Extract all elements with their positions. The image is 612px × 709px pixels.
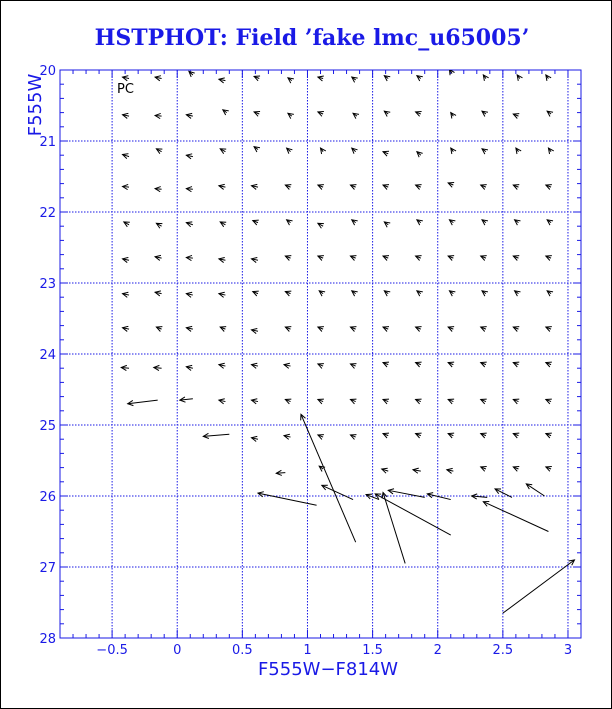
arrow [186, 365, 193, 370]
arrow [318, 327, 324, 332]
y-tick-label: 22 [39, 206, 56, 221]
arrow [383, 256, 389, 261]
arrow [546, 467, 552, 472]
arrow [321, 148, 326, 154]
arrow [451, 113, 456, 119]
arrow [481, 467, 487, 472]
arrow [155, 291, 162, 296]
arrow [186, 113, 193, 118]
arrow [254, 76, 260, 81]
arrow [220, 327, 226, 332]
arrow [481, 362, 487, 367]
x-tick-label: 0.5 [232, 643, 253, 658]
arrow [155, 113, 162, 118]
arrow [448, 399, 454, 404]
arrow [546, 362, 552, 367]
arrow [517, 75, 522, 81]
arrow [417, 291, 423, 296]
x-tick-label: 3 [563, 643, 573, 658]
arrow [481, 433, 487, 438]
arrow [352, 148, 358, 154]
arrow [482, 220, 488, 225]
y-tick-label: 21 [39, 135, 56, 150]
y-tick-label: 26 [39, 490, 56, 505]
y-tick-label: 28 [39, 632, 56, 647]
arrow [513, 114, 519, 119]
arrow [254, 112, 260, 117]
arrow [483, 75, 488, 81]
arrow [383, 185, 389, 190]
arrow [287, 220, 293, 225]
arrow [516, 148, 521, 154]
arrow [513, 362, 519, 367]
arrow [481, 327, 487, 332]
arrow-shaft [483, 502, 548, 532]
y-axis-label: F555W [25, 73, 46, 137]
arrow [186, 292, 193, 297]
arrow [318, 399, 324, 404]
arrow [285, 291, 291, 296]
arrow [155, 187, 162, 192]
arrow-shaft [495, 489, 512, 498]
arrow [416, 185, 422, 190]
arrow [448, 433, 454, 438]
arrow [448, 327, 454, 332]
arrow [416, 327, 422, 332]
y-tick-label: 20 [39, 64, 56, 79]
arrow [156, 327, 162, 332]
x-tick-labels [96, 643, 572, 658]
arrow [546, 256, 552, 261]
arrow [513, 399, 519, 404]
arrow [219, 78, 226, 83]
y-tick-label: 23 [39, 277, 56, 292]
arrow [413, 468, 421, 473]
arrow [350, 435, 356, 440]
arrow [318, 185, 324, 190]
arrow [350, 327, 356, 332]
arrow [253, 220, 259, 225]
arrow-shaft [526, 484, 544, 496]
arrow [253, 291, 259, 296]
arrow [384, 76, 390, 81]
arrow [417, 76, 423, 81]
arrow [318, 256, 324, 261]
grid-lines [60, 70, 581, 638]
arrow [546, 327, 552, 332]
arrow [287, 148, 293, 154]
arrow [547, 220, 553, 225]
y-tick-label: 25 [39, 419, 56, 434]
arrow [481, 256, 487, 261]
arrow [288, 113, 294, 118]
arrow [220, 149, 226, 154]
arrow [186, 326, 193, 331]
arrow [513, 185, 519, 190]
arrow [416, 433, 422, 438]
arrow [482, 291, 488, 296]
arrow-shaft [375, 494, 451, 535]
arrow [383, 151, 389, 156]
x-tick-label: 2.5 [492, 643, 514, 658]
arrow [123, 257, 130, 262]
arrow [416, 399, 422, 404]
arrow-shaft [322, 485, 353, 499]
arrow [417, 220, 423, 225]
arrow [352, 291, 358, 296]
arrow [513, 467, 519, 472]
arrow [318, 112, 324, 117]
x-tick-label: 1.5 [362, 643, 383, 658]
arrow [156, 149, 162, 154]
arrow [285, 256, 291, 261]
arrow [123, 154, 130, 159]
arrow-shaft [503, 560, 575, 613]
arrow [251, 399, 258, 404]
arrow [124, 222, 130, 227]
arrow [448, 362, 454, 367]
arrow [548, 148, 553, 154]
arrow-shaft [301, 414, 356, 542]
arrow [251, 363, 258, 368]
y-tick-labels [39, 64, 56, 647]
arrow [189, 71, 195, 77]
arrow [285, 327, 291, 332]
arrow [285, 399, 291, 404]
arrow [384, 222, 390, 227]
arrow [448, 256, 454, 261]
arrow [180, 397, 193, 402]
arrow [482, 149, 488, 154]
arrow [251, 184, 258, 189]
arrow [128, 400, 158, 406]
arrow [448, 183, 454, 188]
arrow [503, 560, 575, 613]
arrow [416, 112, 422, 117]
arrow [350, 364, 356, 369]
arrow [301, 414, 356, 542]
y-tick-label: 24 [39, 348, 56, 363]
arrow [186, 187, 193, 192]
arrow [513, 433, 519, 438]
arrow [350, 399, 356, 404]
arrow [155, 76, 162, 81]
arrow [223, 110, 229, 115]
arrow [546, 433, 552, 438]
arrow [352, 77, 358, 82]
arrow [447, 468, 454, 473]
arrow [219, 363, 226, 368]
x-axis-label: F555W−F814W [257, 659, 399, 680]
arrow [451, 148, 456, 154]
arrow [481, 399, 487, 404]
panel-label: PC [117, 82, 134, 97]
y-tick-label: 27 [39, 561, 56, 576]
arrow [515, 220, 521, 225]
arrow [375, 494, 451, 535]
arrow [382, 468, 389, 473]
arrow [481, 185, 487, 190]
arrow [515, 291, 521, 296]
arrow [319, 291, 325, 296]
arrow-head [526, 484, 532, 489]
arrow [513, 327, 519, 332]
arrow [219, 399, 226, 404]
x-tick-label: −0.5 [96, 643, 128, 658]
arrow [513, 256, 519, 261]
arrow [350, 185, 356, 190]
arrow [472, 494, 488, 499]
arrow-shaft [383, 492, 405, 563]
arrow [251, 257, 258, 262]
arrow [288, 78, 294, 83]
arrow [284, 434, 291, 439]
arrow [220, 222, 226, 227]
arrow [546, 399, 552, 404]
arrow [284, 363, 291, 368]
arrow [186, 255, 193, 260]
arrow [352, 220, 358, 225]
arrow [383, 433, 389, 438]
arrow [276, 470, 285, 475]
arrow [383, 362, 389, 367]
arrow [186, 154, 193, 159]
arrow [219, 257, 226, 262]
arrow [123, 76, 130, 81]
x-tick-label: 0 [173, 643, 182, 658]
arrow [123, 184, 130, 189]
arrow-vectors [121, 69, 574, 613]
arrow [495, 489, 512, 498]
arrow [219, 184, 226, 189]
arrow [121, 365, 129, 370]
arrow [546, 185, 552, 190]
arrow [186, 222, 193, 227]
arrow [285, 185, 291, 190]
arrow [383, 327, 389, 332]
arrow [482, 111, 488, 116]
chart-title: HSTPHOT: Field ’fake lmc_u65005’ [94, 25, 530, 51]
arrow [318, 223, 324, 228]
x-tick-label: 1 [303, 643, 312, 658]
arrow [123, 113, 130, 118]
arrow [382, 492, 405, 563]
arrow [546, 75, 551, 81]
arrow [123, 292, 130, 297]
arrow [384, 291, 390, 296]
arrow [322, 485, 353, 499]
arrow [449, 220, 455, 225]
arrow [483, 502, 548, 532]
arrow [416, 362, 422, 367]
arrow [318, 364, 324, 369]
arrow [154, 365, 162, 370]
arrow [123, 326, 130, 331]
arrow [318, 76, 324, 81]
x-tick-label: 2 [433, 643, 442, 658]
arrow [526, 484, 544, 496]
arrow [547, 291, 553, 296]
arrow [156, 223, 162, 228]
arrow [251, 436, 258, 441]
arrow [547, 111, 553, 116]
arrow [383, 399, 389, 404]
arrow [219, 292, 226, 297]
arrow [203, 433, 229, 438]
arrow [318, 435, 324, 440]
arrow [251, 328, 258, 333]
arrow [350, 256, 356, 261]
arrow [384, 111, 390, 116]
arrow [353, 113, 359, 118]
arrow [416, 256, 422, 261]
arrow [449, 291, 455, 296]
arrow [155, 255, 162, 260]
arrow [254, 147, 260, 152]
arrow [417, 152, 423, 158]
